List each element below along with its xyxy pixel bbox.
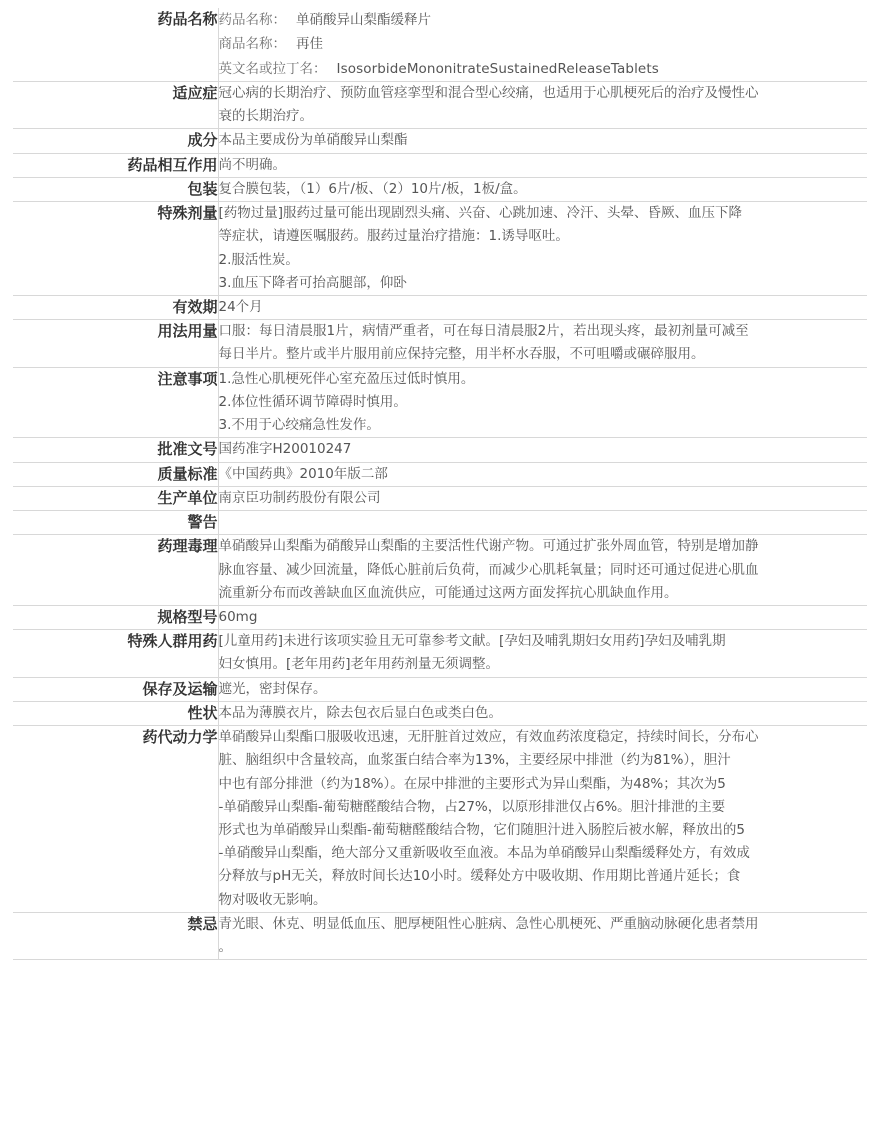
row-value-appearance	[218, 701, 867, 725]
table-row	[13, 912, 867, 959]
row-value-special-dosage	[218, 202, 867, 296]
text-line: 。	[218, 939, 232, 956]
table-row	[13, 177, 867, 201]
row-value-composition	[218, 129, 867, 153]
row-value-precautions	[218, 367, 867, 438]
row-label-pharmacology-toxicology: 药理毒理	[13, 535, 218, 606]
text-line: 中也有部分排泄（约为18%）。在尿中排泄的主要形式为异山梨酯，为48%；其次为5	[218, 775, 726, 792]
text-line: 南京臣功制药股份有限公司	[218, 489, 381, 506]
row-value-specification	[218, 605, 867, 629]
text-line: 等症状，请遵医嘱服药。服药过量治疗措施：1.诱导呕吐。	[218, 228, 569, 245]
row-value-manufacturer	[218, 486, 867, 510]
trade-name-value: 再佳	[296, 36, 323, 53]
row-label-shelf-life: 有效期	[13, 295, 218, 319]
row-label-storage-transport: 保存及运输	[13, 677, 218, 701]
table-row	[13, 677, 867, 701]
row-label-contraindications: 禁忌	[13, 912, 218, 959]
table-row	[13, 320, 867, 367]
text-line: 《中国药典》2010年版二部	[218, 465, 388, 482]
row-value-approval-number	[218, 438, 867, 462]
row-label-special-populations: 特殊人群用药	[13, 630, 218, 677]
text-line: 60mg	[218, 608, 258, 625]
text-line: 脉血容量、减少回流量，降低心脏前后负荷，而减少心肌耗氧量；同时还可通过促进心肌血	[218, 561, 759, 578]
row-label-special-dosage: 特殊剂量	[13, 202, 218, 296]
text-line: [药物过量]服药过量可能出现剧烈头痛、兴奋、心跳加速、冷汗、头晕、昏厥、血压下降	[218, 205, 743, 222]
table-row	[13, 701, 867, 725]
row-label-pharmacokinetics: 药代动力学	[13, 726, 218, 913]
trade-name-field	[219, 32, 868, 56]
row-label-precautions: 注意事项	[13, 367, 218, 438]
row-value-special-populations	[218, 630, 867, 677]
table-row	[13, 630, 867, 677]
row-label-appearance: 性状	[13, 701, 218, 725]
text-line: 每日半片。整片或半片服用前应保持完整，用半杯水吞服，不可咀嚼或碾碎服用。	[218, 346, 705, 363]
text-line: 形式也为单硝酸异山梨酯-葡萄糖醛酸结合物，它们随胆汁进入肠腔后被水解，释放出的5	[218, 822, 745, 839]
row-label-packaging: 包装	[13, 177, 218, 201]
latin-name-value: IsosorbideMononitrateSustainedReleaseTablets	[336, 60, 659, 77]
text-line: 物对吸收无影响。	[218, 891, 327, 908]
trade-name-key: 商品名称：	[218, 36, 286, 53]
table-row	[13, 295, 867, 319]
text-line: 单硝酸异山梨酯口服吸收迅速，无肝脏首过效应，有效血药浓度稳定，持续时间长，分布心	[218, 729, 759, 746]
table-row	[13, 8, 867, 81]
text-line: 流重新分布而改善缺血区血流供应，可能通过这两方面发挥抗心肌缺血作用。	[218, 584, 678, 601]
row-label-specification: 规格型号	[13, 605, 218, 629]
table-row	[13, 462, 867, 486]
row-label-drug-name: 药品名称	[13, 8, 218, 81]
text-line: 冠心病的长期治疗、预防血管痉挛型和混合型心绞痛，也适用于心肌梗死后的治疗及慢性心	[218, 84, 759, 101]
table-row	[13, 367, 867, 438]
row-value-packaging	[218, 177, 867, 201]
text-line: 24个月	[218, 298, 263, 315]
drug-name-field	[219, 8, 868, 32]
row-value-pharmacology-toxicology	[218, 535, 867, 606]
latin-name-field	[219, 57, 868, 81]
text-line: 2.体位性循环调节障碍时慎用。	[218, 393, 407, 410]
text-line: 单硝酸异山梨酯为硝酸异山梨酯的主要活性代谢产物。可通过扩张外周血管，特别是增加静	[218, 538, 759, 555]
table-row	[13, 202, 867, 296]
table-row	[13, 605, 867, 629]
row-value-pharmacokinetics	[218, 726, 867, 913]
text-line: [儿童用药]未进行该项实验且无可靠参考文献。[孕妇及哺乳期妇女用药]孕妇及哺乳期	[218, 633, 726, 650]
row-value-drug-interactions	[218, 153, 867, 177]
text-line: 脏、脑组织中含量较高，血浆蛋白结合率为13%，主要经尿中排泄（约为81%），胆汁	[218, 752, 731, 769]
text-line: 分释放与pH无关，释放时间长达10小时。缓释处方中吸收期、作用期比普通片延长；食	[218, 868, 741, 885]
row-label-warning: 警告	[13, 511, 218, 535]
latin-name-key: 英文名或拉丁名：	[218, 60, 327, 77]
drug-name-grid	[219, 8, 868, 81]
text-line: 本品主要成份为单硝酸异山梨酯	[218, 132, 408, 149]
table-row	[13, 81, 867, 128]
text-line: -单硝酸异山梨酯-葡萄糖醛酸结合物，占27%，以原形排泄仅占6%。胆汁排泄的主要	[218, 798, 726, 815]
row-label-approval-number: 批准文号	[13, 438, 218, 462]
text-line: 口服：每日清晨服1片，病情严重者，可在每日清晨服2片，若出现头疼，最初剂量可减至	[218, 323, 749, 340]
text-line: 遮光，密封保存。	[218, 680, 327, 697]
drug-name-value: 单硝酸异山梨酯缓释片	[296, 12, 431, 28]
text-line: 本品为薄膜衣片，除去包衣后显白色或类白色。	[218, 704, 502, 721]
table-row	[13, 726, 867, 913]
text-line: -单硝酸异山梨酯，绝大部分又重新吸收至血液。本品为单硝酸异山梨酯缓释处方，有效成	[218, 845, 750, 862]
text-line: 3.血压下降者可抬高腿部，仰卧	[218, 274, 407, 291]
row-value-dosage-administration	[218, 320, 867, 367]
row-value-indications	[218, 81, 867, 128]
row-label-composition: 成分	[13, 129, 218, 153]
text-line: 衰的长期治疗。	[218, 108, 313, 125]
row-label-quality-standard: 质量标准	[13, 462, 218, 486]
table-row	[13, 535, 867, 606]
row-label-drug-interactions: 药品相互作用	[13, 153, 218, 177]
text-line: 1.急性心肌梗死伴心室充盈压过低时慎用。	[218, 370, 475, 387]
text-line: 3.不用于心绞痛急性发作。	[218, 417, 380, 434]
table-row	[13, 438, 867, 462]
row-value-shelf-life	[218, 295, 867, 319]
table-row	[13, 486, 867, 510]
row-label-dosage-administration: 用法用量	[13, 320, 218, 367]
row-label-manufacturer: 生产单位	[13, 486, 218, 510]
text-line: 尚不明确。	[218, 156, 286, 173]
table-row	[13, 153, 867, 177]
row-value-contraindications	[218, 912, 867, 959]
row-label-indications: 适应症	[13, 81, 218, 128]
table-row	[13, 511, 867, 535]
row-value-drug-name	[218, 8, 867, 81]
text-line: 2.服活性炭。	[218, 251, 299, 268]
table-row	[13, 129, 867, 153]
row-value-warning	[218, 511, 867, 535]
drug-name-key: 药品名称：	[218, 12, 286, 28]
text-line: 妇女慎用。[老年用药]老年用药剂量无须调整。	[218, 656, 500, 673]
text-line: 青光眼、休克、明显低血压、肥厚梗阻性心脏病、急性心肌梗死、严重脑动脉硬化患者禁用	[218, 915, 759, 932]
drug-info-table-body	[13, 8, 867, 960]
text-line: 复合膜包装，（1）6片/板、（2）10片/板，1板/盒。	[218, 180, 527, 197]
row-value-storage-transport	[218, 677, 867, 701]
drug-info-table	[13, 8, 867, 960]
text-line: 国药准字H20010247	[218, 441, 352, 458]
row-value-quality-standard	[218, 462, 867, 486]
